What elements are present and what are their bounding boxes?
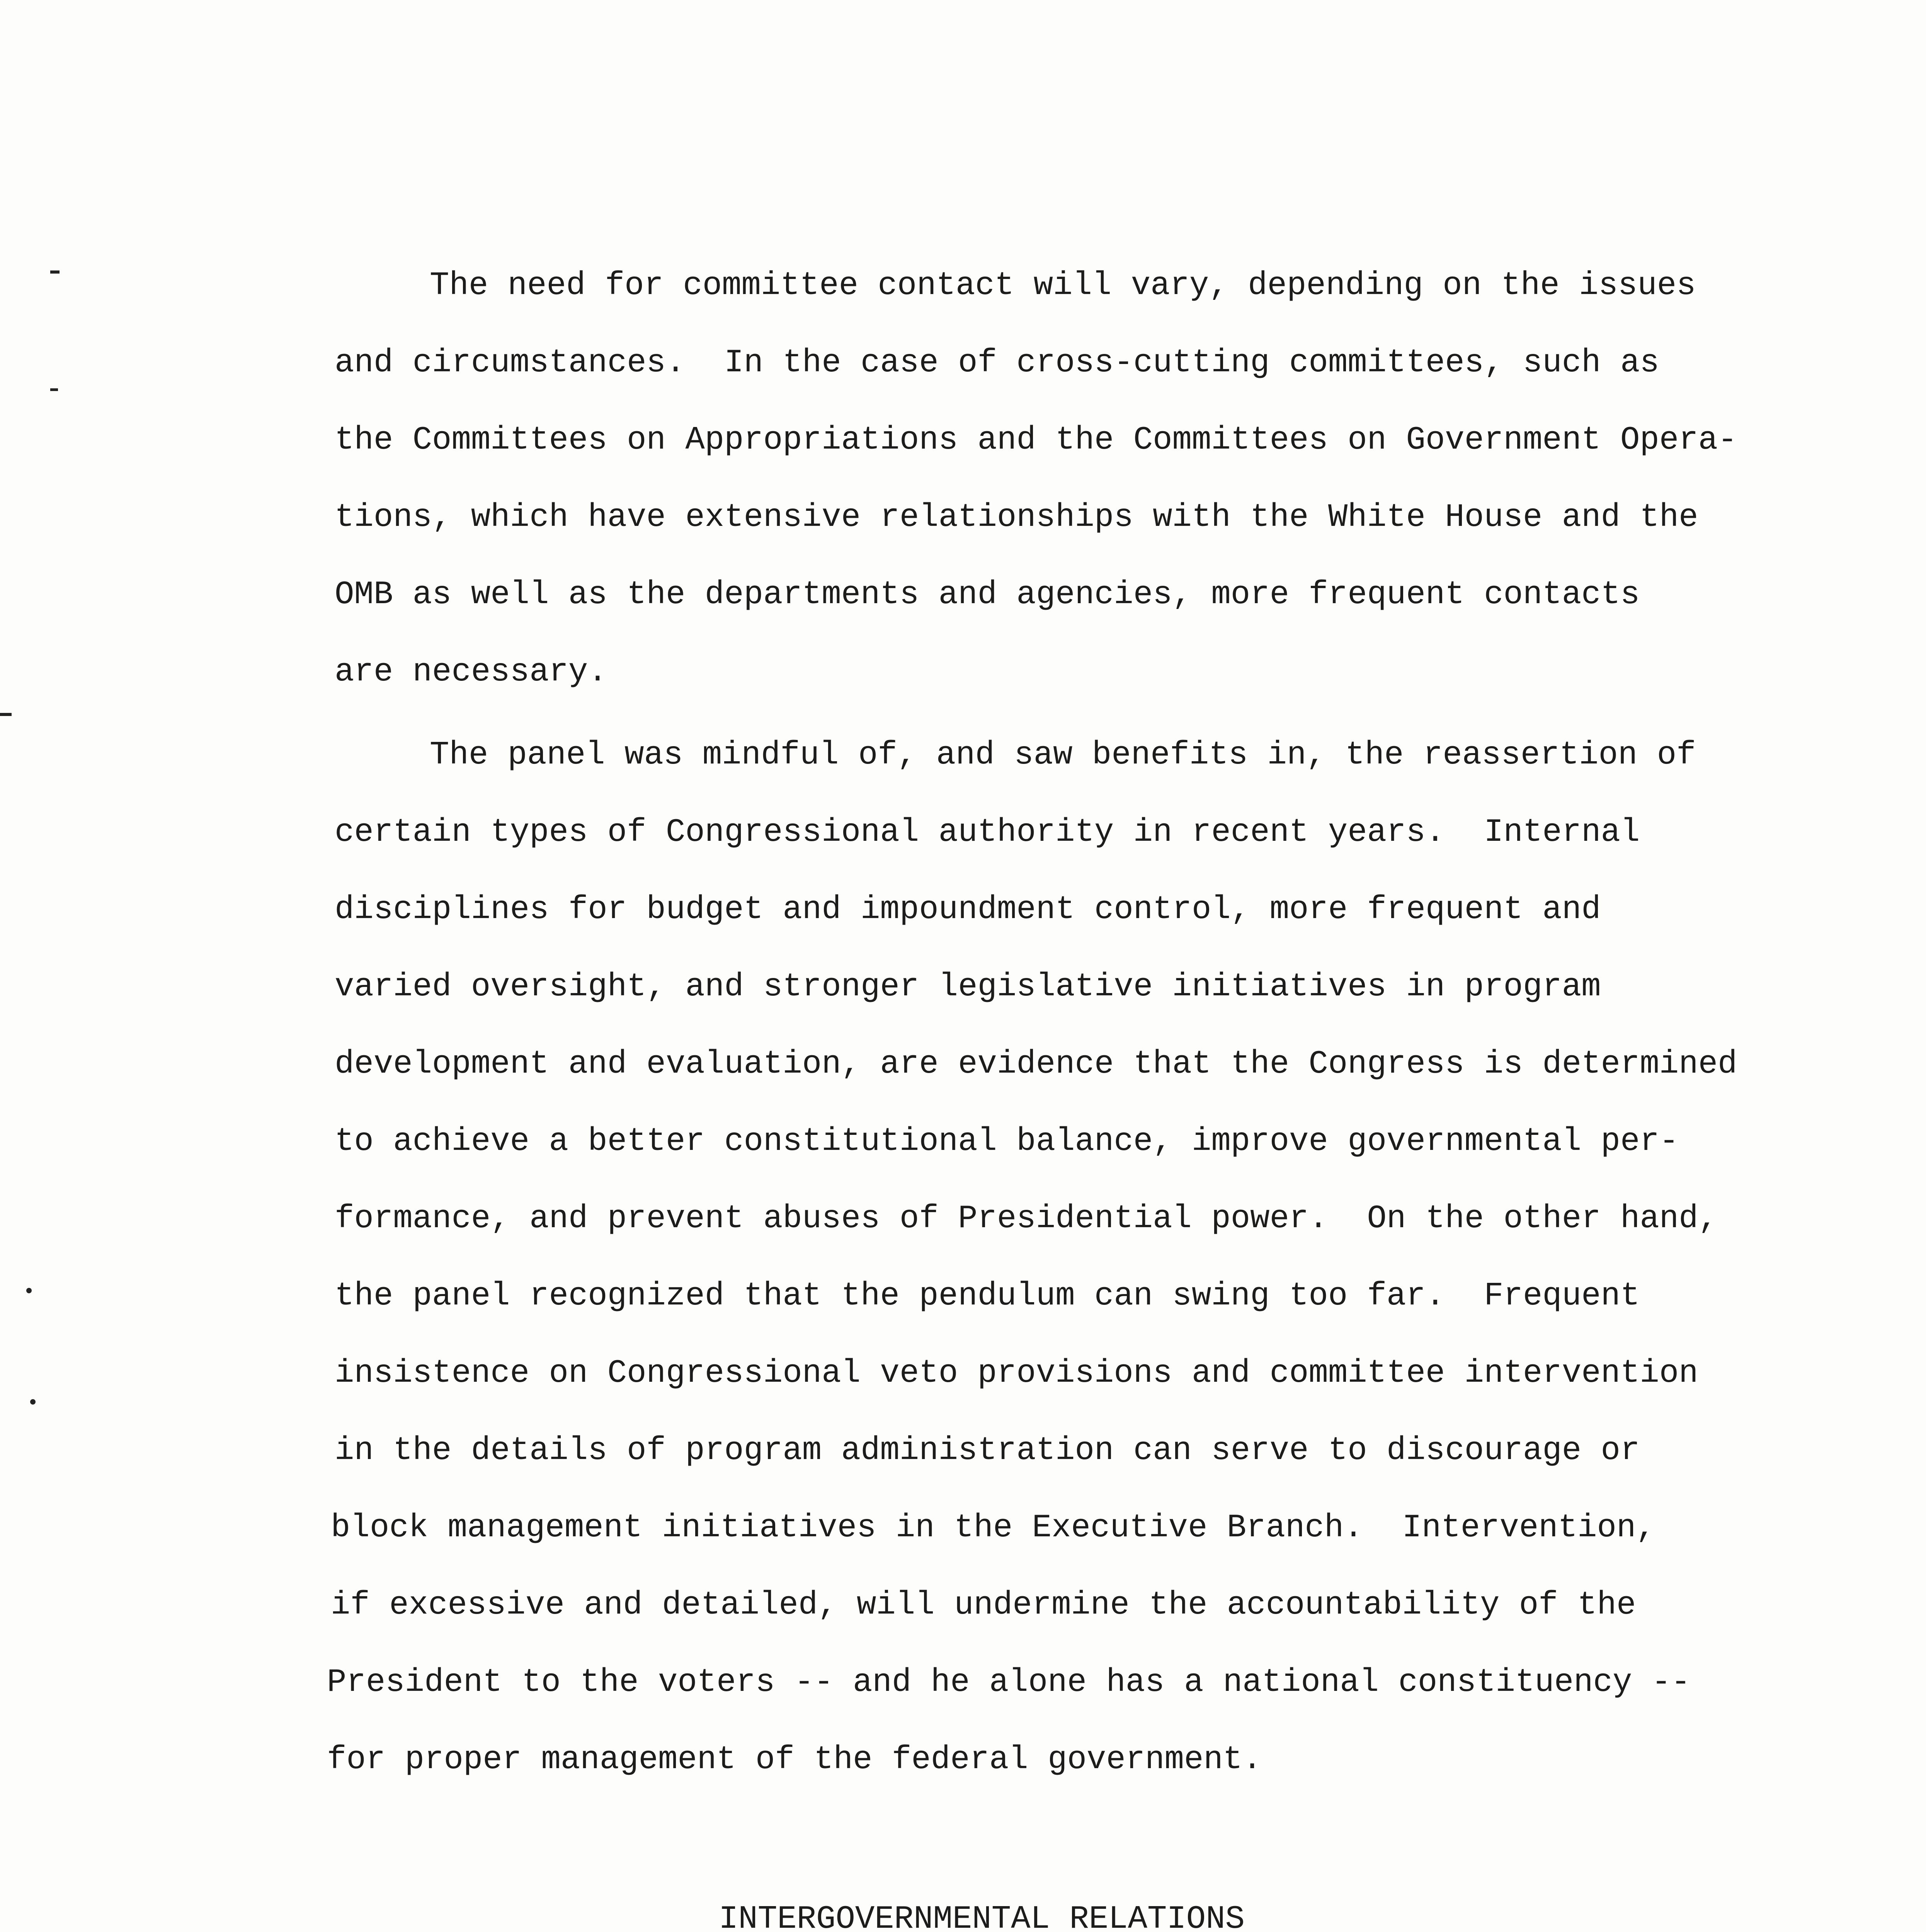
- paragraph-line: if excessive and detailed, will undermine the accountability of the: [331, 1587, 1636, 1624]
- paragraph-line: in the details of program administration can serve to discourage or: [335, 1432, 1640, 1469]
- paragraph-line: for proper management of the federal government.: [327, 1742, 1262, 1778]
- paragraph-line: tions, which have extensive relationships with the White House and the: [335, 499, 1698, 536]
- paragraph-line: the Committees on Appropriations and the Committees on Government Opera-: [335, 422, 1737, 459]
- paragraph-line: the panel recognized that the pendulum can swing too far. Frequent: [335, 1278, 1640, 1315]
- paragraph-line: The panel was mindful of, and saw benefits in, the reassertion of: [430, 737, 1696, 774]
- paragraph-line: development and evaluation, are evidence that the Congress is determined: [335, 1046, 1737, 1083]
- paragraph-line: and circumstances. In the case of cross-cutting committees, such as: [335, 345, 1659, 381]
- paragraph-line: The need for committee contact will vary, depending on the issues: [430, 267, 1696, 304]
- margin-mark: [0, 713, 12, 716]
- section-heading: INTERGOVERNMENTAL RELATIONS: [719, 1901, 1245, 1932]
- paragraph-line: formance, and prevent abuses of Presidential power. On the other hand,: [335, 1201, 1718, 1237]
- paragraph-line: varied oversight, and stronger legislative initiatives in program: [335, 969, 1601, 1005]
- margin-mark: [26, 1288, 32, 1293]
- margin-mark: [30, 1399, 36, 1405]
- paragraph-line: block management initiatives in the Executive Branch. Intervention,: [331, 1510, 1655, 1546]
- margin-mark: [50, 388, 58, 391]
- paragraph-line: are necessary.: [335, 654, 607, 690]
- paragraph-line: insistence on Congressional veto provisions and committee intervention: [335, 1355, 1698, 1392]
- paragraph-line: to achieve a better constitutional balance, improve governmental per-: [335, 1123, 1679, 1160]
- paragraph-line: certain types of Congressional authority in recent years. Internal: [335, 814, 1640, 851]
- paragraph-line: disciplines for budget and impoundment control, more frequent and: [335, 891, 1601, 928]
- paragraph-line: President to the voters -- and he alone has a national constituency --: [327, 1664, 1691, 1701]
- margin-mark: [50, 270, 60, 274]
- paragraph-line: OMB as well as the departments and agencies, more frequent contacts: [335, 577, 1640, 613]
